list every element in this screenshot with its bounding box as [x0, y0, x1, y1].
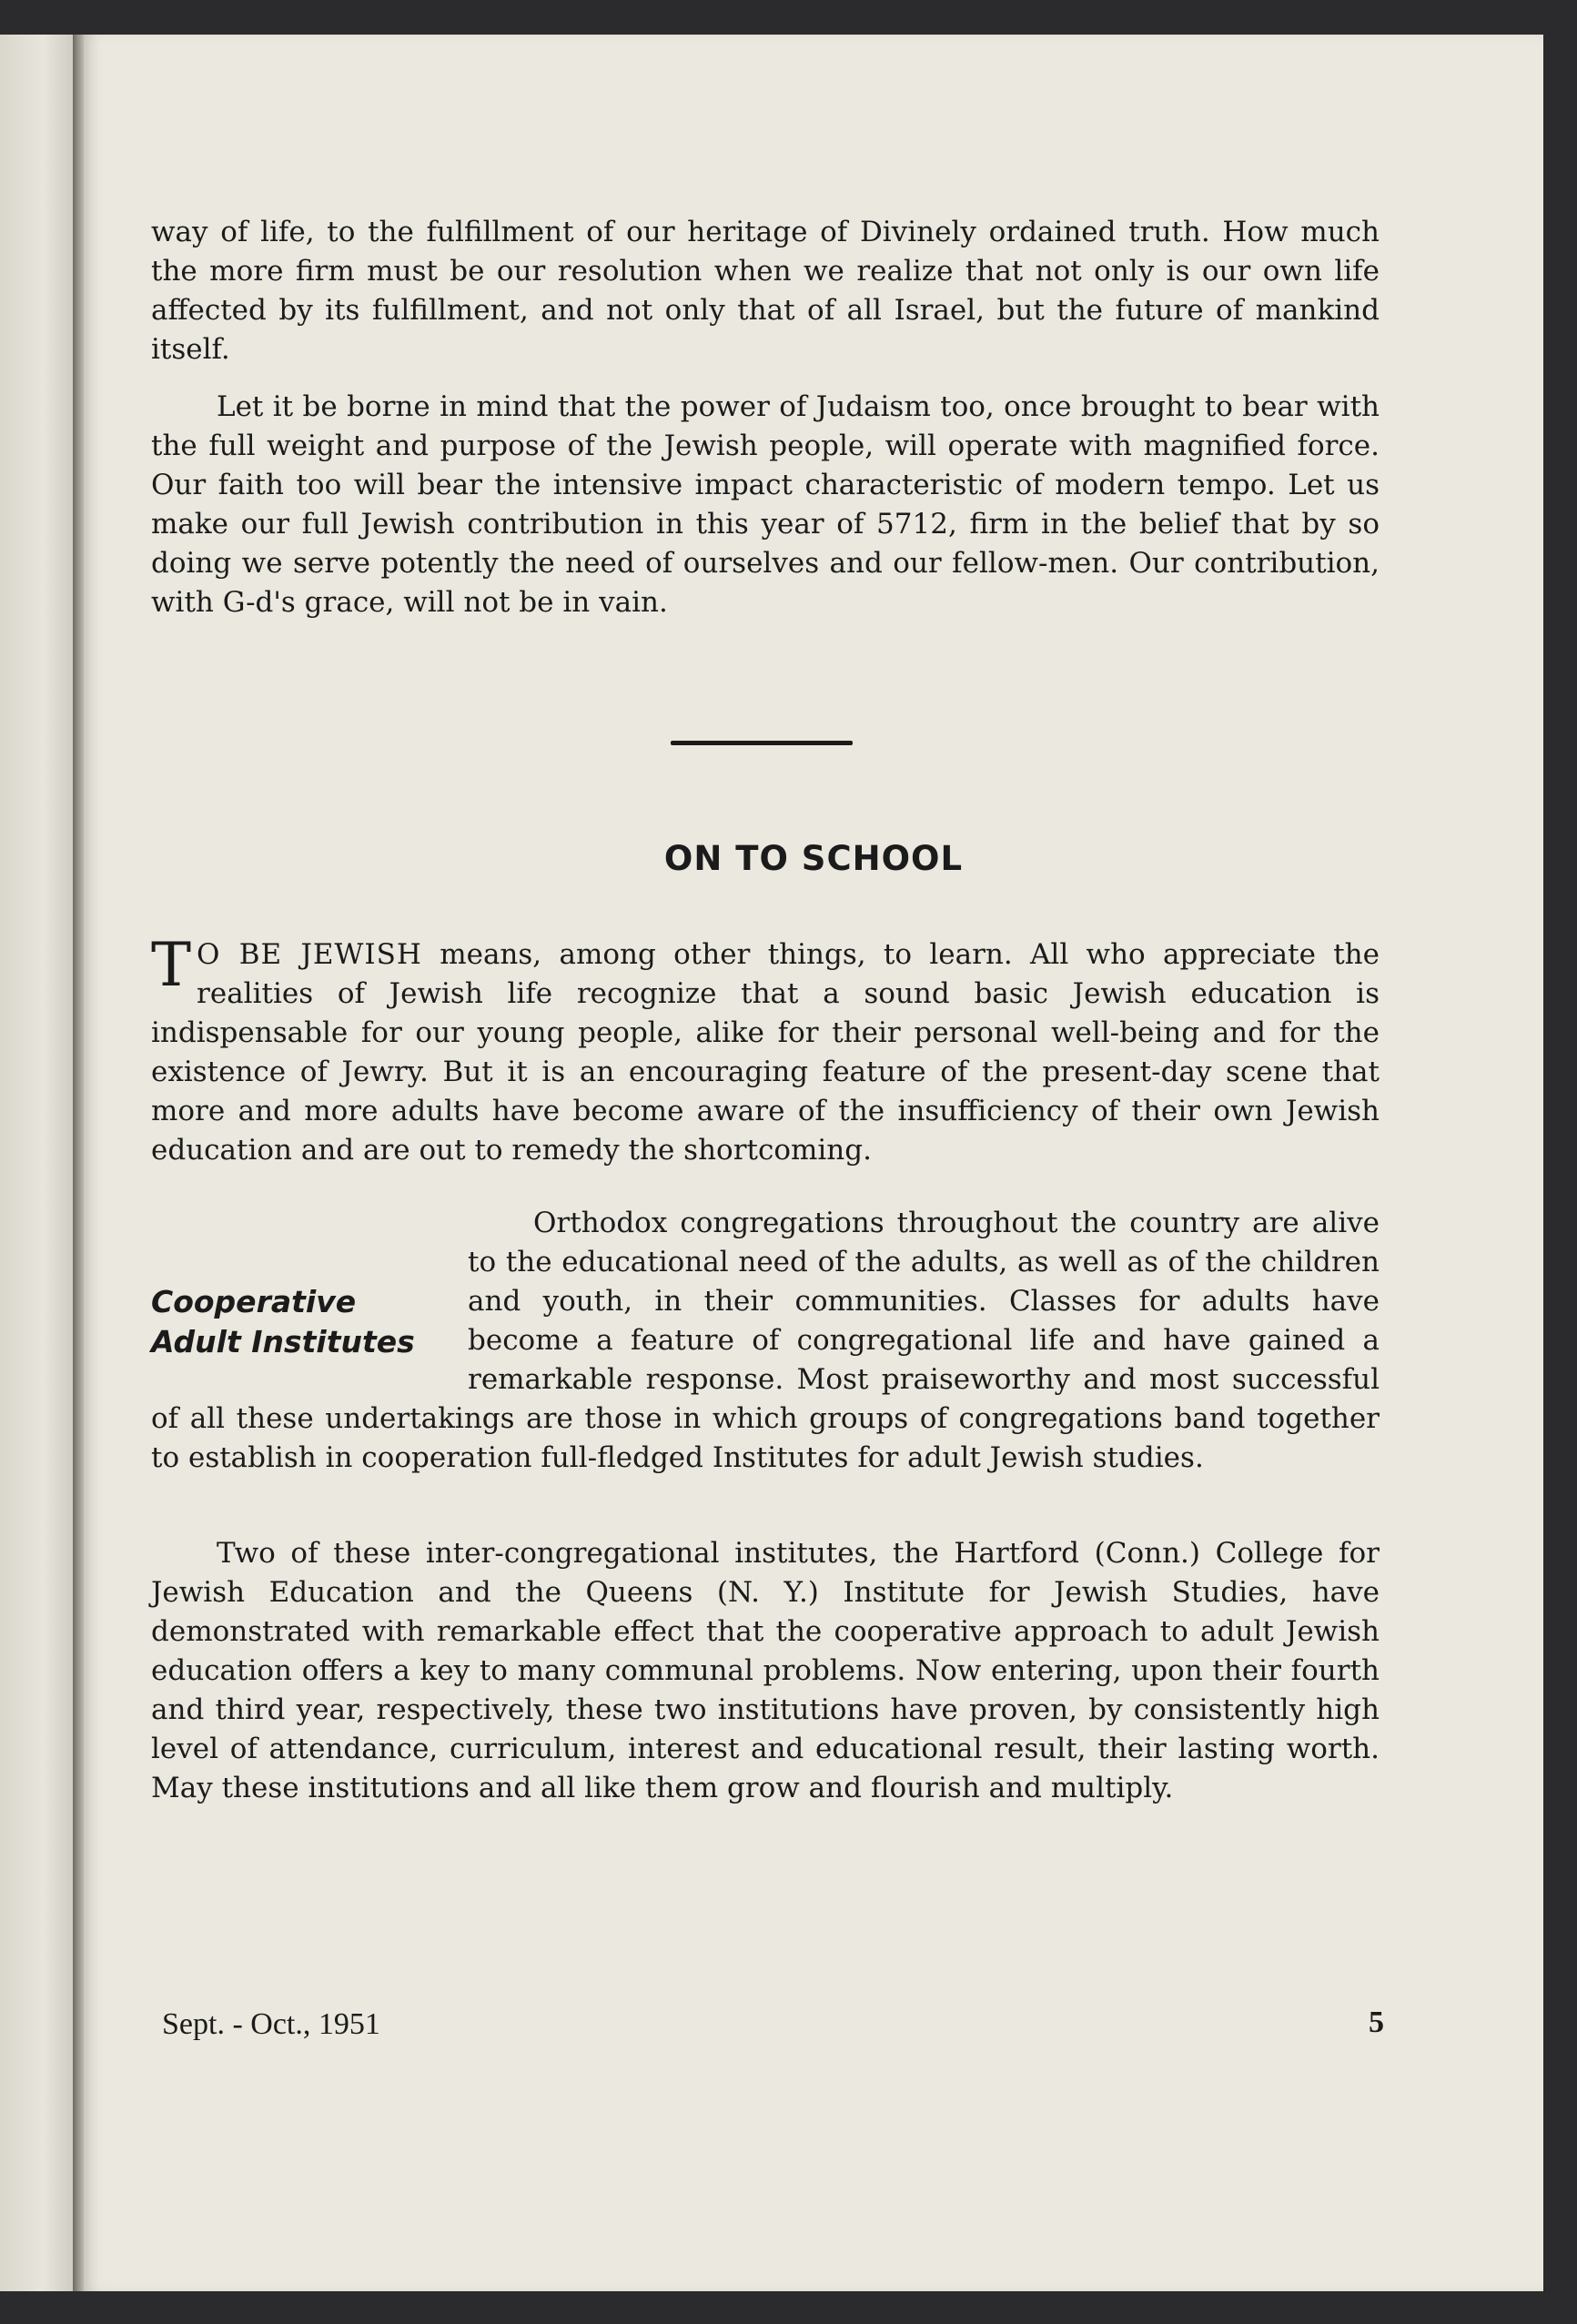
- intro-paragraph: [151, 930, 1380, 1170]
- page-number: 5: [1369, 2006, 1384, 2039]
- previous-page-edge: [0, 35, 73, 2291]
- institutes-paragraph: [151, 1534, 1380, 1808]
- orthodox-paragraph: [151, 1204, 1380, 1478]
- borne-in-mind-paragraph: [151, 388, 1380, 622]
- continuation-paragraph: [151, 213, 1380, 369]
- institutes-text: Two of these inter-congregational institutes, the Hartford (Conn.) College for Jewish Education and the Queens (N. Y.) Institute for Jewish Studies, have demonstrated with remarkable effect that the cooperative approach to adult Jewish education offers a key to many communal problems. Now entering, upon their fourth and third year, respectively, these two institutions have proven, by consistently high level of attendance, curriculum, interest and educational result, their lasting worth. May these institutions and all like them grow and flourish and multiply.: [151, 1537, 1380, 1804]
- borne-in-mind-text: Let it be borne in mind that the power of Judaism too, once brought to bear with the full weight and purpose of the Jewish people, will operate with magnified force. Our faith too will bear the intensive impact characteristic of modern tempo. Let us make our full Jewish contribution in this year of 5712, firm in the belief that by so doing we serve potently the need of ourselves and our fellow-men. Our contribution, with G-d's grace, will not be in vain.: [151, 390, 1380, 619]
- continuation-text: way of life, to the fulfillment of our heritage of Divinely ordained truth. How much the more firm must be our resolution when we realize that not only is our own life affected by its fulfillment, and not only that of all Israel, but the future of mankind itself.: [151, 216, 1380, 366]
- issue-date: Sept. - Oct., 1951: [162, 2007, 380, 2041]
- sidehead-line-1: Cooperative: [151, 1284, 357, 1319]
- sidehead-cooperative-adult-institutes: [151, 1282, 468, 1362]
- section-divider-rule: [671, 741, 853, 745]
- intro-text: means, among other things, to learn. All who appreciate the realities of Jewish life recognize that a sound basic Jewish education is indispensable for our young people, alike for their personal well-being and for the existence of Jewry. But it is an encouraging feature of the present-day scene that more and more adults have become aware of the insufficiency of their own Jewish education and are out to remedy the shortcoming.: [151, 938, 1380, 1167]
- section-title: ON TO SCHOOL: [663, 839, 964, 878]
- drop-cap: T: [151, 930, 192, 1000]
- intro-lead-words: O BE JEWISH: [197, 938, 422, 971]
- sidehead-line-2: Adult Institutes: [151, 1324, 415, 1359]
- orthodox-text: Orthodox congregations throughout the country are alive to the educational need of the adults, as well as of the children and youth, in their communities. Classes for adults have become a feature of congregational life and have gained a remarkable response. Most praiseworthy and most successful of all these undertakings are those in which groups of congregations band together to establish in cooperation full-fledged Institutes for adult Jewish studies.: [151, 1207, 1380, 1474]
- magazine-page: [84, 35, 1543, 2291]
